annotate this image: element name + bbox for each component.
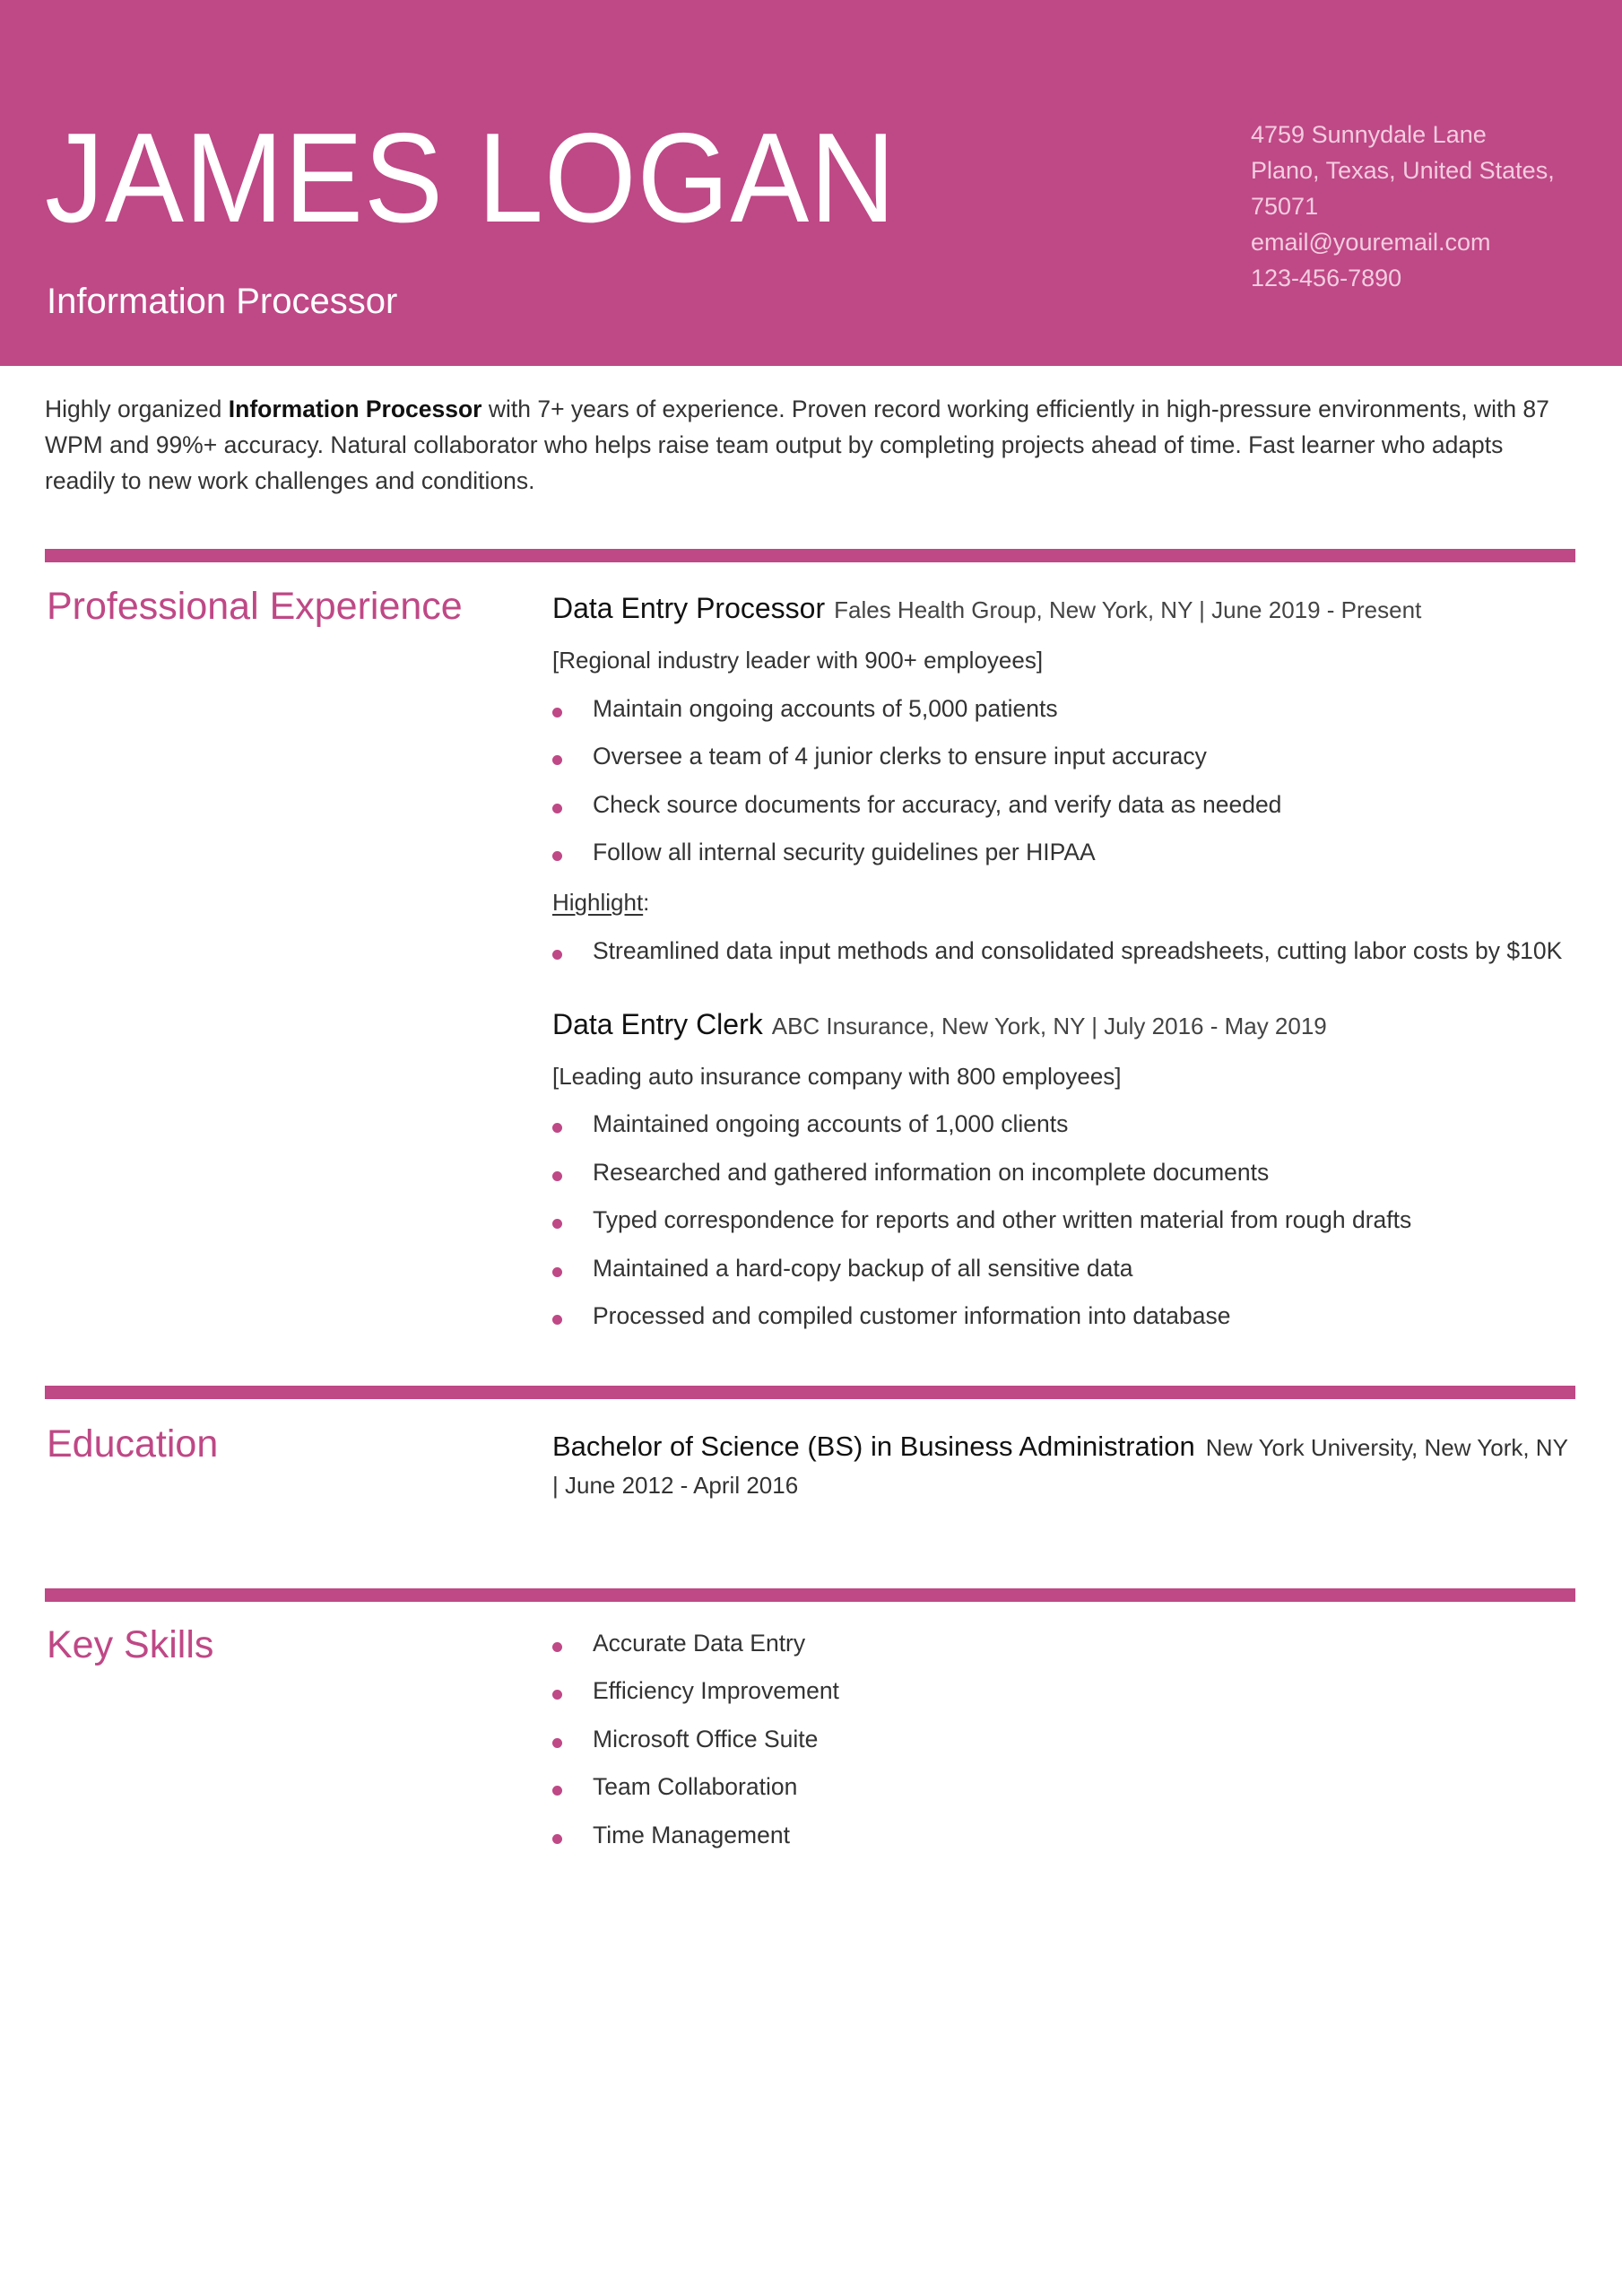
- candidate-name: JAMES LOGAN: [45, 107, 897, 249]
- list-item: [552, 1298, 1574, 1334]
- bullet-text: Processed and compiled customer information into database: [593, 1302, 1231, 1329]
- bullet-dot: [552, 755, 562, 765]
- job-entry: [552, 590, 1574, 969]
- skill-text: Time Management: [593, 1821, 790, 1848]
- list-item: [552, 738, 1574, 774]
- list-item: [552, 1625, 1574, 1661]
- section-title-experience: Professional Experience: [47, 585, 463, 628]
- education-meta: New York University, New York, NY | June 2012 - April 2016: [552, 1434, 1568, 1499]
- list-item: [552, 933, 1574, 969]
- job-meta: Fales Health Group, New York, NY | June 2019 - Present: [834, 596, 1422, 623]
- bullet-dot: [552, 708, 562, 718]
- job-bullets: [552, 1106, 1574, 1334]
- list-item: [552, 1769, 1574, 1805]
- degree-title: Bachelor of Science (BS) in Business Administration: [552, 1431, 1195, 1462]
- list-item: [552, 787, 1574, 822]
- job-meta: ABC Insurance, New York, NY | July 2016 - May 2019: [771, 1012, 1327, 1039]
- bullet-text: Typed correspondence for reports and other written material from rough drafts: [593, 1206, 1412, 1233]
- highlight-bullets: [552, 933, 1574, 969]
- job-entry: [552, 1006, 1574, 1335]
- bullet-dot: [552, 1267, 562, 1277]
- bullet-dot: [552, 1315, 562, 1325]
- bullet-text: Follow all internal security guidelines per HIPAA: [593, 839, 1096, 865]
- job-bullets: [552, 691, 1574, 871]
- experience-column: [552, 590, 1574, 1334]
- bullet-text: Check source documents for accuracy, and verify data as needed: [593, 790, 1282, 818]
- contact-email[interactable]: email@youremail.com: [1251, 229, 1491, 256]
- candidate-role: Information Processor: [47, 282, 398, 321]
- bullet-text: Maintain ongoing accounts of 5,000 patients: [593, 694, 1058, 722]
- bullet-text: Streamlined data input methods and consolidated spreadsheets, cutting labor costs by $10K: [593, 936, 1563, 964]
- skills-column: [552, 1613, 1574, 1853]
- bullet-dot: [552, 1642, 562, 1652]
- summary-suffix: with 7+ years of experience. Proven record working efficiently in high-pressure environments, with 87 WPM and 99%+ accuracy. Natural collaborator who helps raise team output by completing projects ahead of time. Fast learner who adapts readily to new work challenges and conditions.: [45, 396, 1549, 494]
- job-title: Data Entry Clerk: [552, 1007, 763, 1040]
- contact-city: Plano, Texas, United States,: [1251, 157, 1555, 184]
- bullet-dot: [552, 1738, 562, 1748]
- skill-text: Efficiency Improvement: [593, 1677, 839, 1704]
- highlight-label-text: Highlight: [552, 889, 644, 916]
- list-item: [552, 834, 1574, 870]
- list-item: [552, 1106, 1574, 1142]
- contact-block: [1251, 117, 1574, 296]
- summary-paragraph: [45, 391, 1569, 499]
- job-header: [552, 1006, 1574, 1044]
- section-divider: [45, 549, 1575, 562]
- company-description: [Leading auto insurance company with 800 employees]: [552, 1062, 1122, 1090]
- education-entry: [552, 1428, 1574, 1504]
- bullet-dot: [552, 1123, 562, 1133]
- section-title-education: Education: [47, 1422, 219, 1465]
- job-header: [552, 590, 1574, 628]
- skill-text: Accurate Data Entry: [593, 1629, 806, 1657]
- bullet-dot: [552, 1171, 562, 1181]
- list-item: [552, 1202, 1574, 1238]
- contact-street: 4759 Sunnydale Lane: [1251, 121, 1487, 148]
- bullet-dot: [552, 851, 562, 861]
- section-divider: [45, 1386, 1575, 1399]
- section-title-skills: Key Skills: [47, 1623, 214, 1666]
- bullet-text: Oversee a team of 4 junior clerks to ensure input accuracy: [593, 743, 1207, 770]
- bullet-dot: [552, 1786, 562, 1796]
- section-divider: [45, 1588, 1575, 1602]
- contact-phone[interactable]: 123-456-7890: [1251, 265, 1402, 291]
- bullet-dot: [552, 1834, 562, 1844]
- skills-list: [552, 1625, 1574, 1853]
- bullet-text: Maintained ongoing accounts of 1,000 clients: [593, 1110, 1069, 1137]
- list-item: [552, 691, 1574, 726]
- company-description: [Regional industry leader with 900+ employees]: [552, 647, 1044, 674]
- education-column: [552, 1428, 1574, 1504]
- bullet-text: Researched and gathered information on incomplete documents: [593, 1158, 1270, 1186]
- bullet-text: Maintained a hard-copy backup of all sensitive data: [593, 1254, 1133, 1282]
- list-item: [552, 1154, 1574, 1190]
- bullet-dot: [552, 1690, 562, 1700]
- job-title: Data Entry Processor: [552, 592, 826, 624]
- highlight-label: [552, 884, 1574, 920]
- skill-text: Team Collaboration: [593, 1773, 798, 1800]
- skill-text: Microsoft Office Suite: [593, 1725, 819, 1752]
- highlight-colon: :: [643, 889, 650, 916]
- bullet-dot: [552, 950, 562, 960]
- resume-header: [0, 0, 1622, 366]
- summary-bold-role: Information Processor: [228, 396, 482, 422]
- contact-zip: 75071: [1251, 193, 1319, 220]
- list-item: [552, 1721, 1574, 1757]
- bullet-dot: [552, 1219, 562, 1229]
- bullet-dot: [552, 804, 562, 813]
- list-item: [552, 1250, 1574, 1286]
- summary-prefix: Highly organized: [45, 396, 229, 422]
- list-item: [552, 1817, 1574, 1853]
- list-item: [552, 1673, 1574, 1709]
